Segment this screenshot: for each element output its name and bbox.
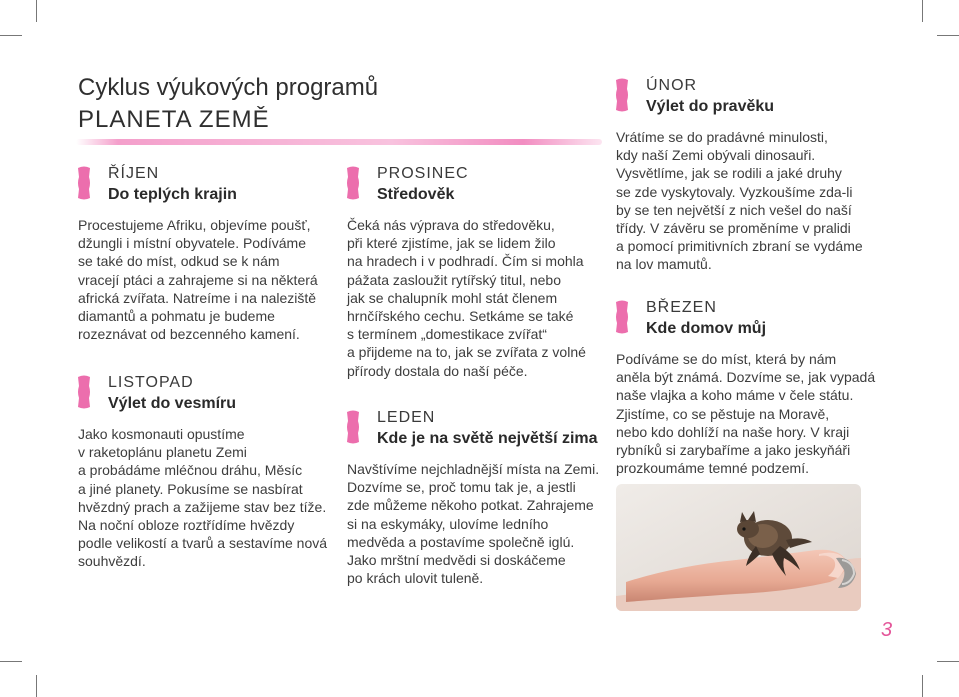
pink-brush-mark-icon [345, 165, 361, 201]
title-line-1: Cyklus výukových programů [78, 74, 379, 101]
section-text: Vrátíme se do pradávné minulosti, kdy naší Zemi obývali dinosauři. Vysvětlíme, jak se rodili a jaké druhy se zde vyskytovaly. Vyzkoušíme zda-li by se ten největší z nich vešel do naší třídy. V závěru se proměníme v pralidi a pomocí primitivních zbraní se vydáme na lov mamutů. [616, 129, 863, 273]
section-month: BŘEZEN [646, 299, 717, 316]
section-name: Kde je na světě největší zima [377, 430, 598, 447]
pink-brush-mark-icon [614, 77, 630, 113]
section-text: Navštívíme nejchladnější místa na Zemi. Dozvíme se, proč tomu tak je, a jestli zde můžeme někoho potkat. Zahrajeme si na eskymáky, ulovíme ledního medvěda a postavíme společně iglú. Jako mrštní medvědi si doskáčeme po krách ulovit tuleně. [347, 461, 600, 587]
section-month: PROSINEC [377, 165, 469, 182]
section-month: LEDEN [377, 409, 436, 426]
section-prosinec [347, 163, 597, 380]
pink-brush-mark-icon [76, 374, 92, 410]
page-title [78, 72, 378, 136]
crop-mark [937, 661, 959, 662]
section-leden [347, 407, 607, 587]
section-listopad [78, 372, 328, 571]
crop-mark [36, 0, 37, 22]
section-month: LISTOPAD [108, 374, 194, 391]
section-name: Výlet do vesmíru [108, 395, 237, 412]
section-month: ŘÍJEN [108, 165, 160, 182]
section-text: Čeká nás výprava do středověku, při které zjistíme, jak se lidem žilo na hradech i v podhradí. Čím si mohla pážata zasloužit rytířský titul, nebo jak se chalupník mohl stát členem hrnčířského cechu. Setkáme se také s termínem „domestikace zvířat“ a přijdeme na to, jak se zvířata z volné přírody dostala do naší péče. [347, 217, 586, 379]
section-brezen [616, 297, 876, 477]
section-name: Do teplých krajin [108, 186, 237, 203]
pink-brush-underline [76, 139, 602, 145]
crop-mark [0, 35, 22, 36]
pink-brush-mark-icon [345, 409, 361, 445]
section-name: Středověk [377, 186, 455, 203]
section-text: Jako kosmonauti opustíme v raketoplánu planetu Zemi a probádáme mléčnou dráhu, Měsíc a jiné planety. Pokusíme se nasbírat hvězdný prach a zažijeme stav bez tíže. Na noční obloze roztřídíme hvězdy podle velikostí a tvarů a sestavíme nová souhvězdí. [78, 426, 328, 570]
pink-brush-mark-icon [614, 299, 630, 335]
section-name: Kde domov můj [646, 320, 767, 337]
section-name: Výlet do pravěku [646, 98, 775, 115]
section-month: ÚNOR [646, 77, 698, 94]
section-text: Podíváme se do míst, která by nám aněla být známá. Dozvíme se, jak vypadá naše vlajka a koho máme v čele státu. Zjistíme, co se pěstuje na Moravě, nebo kdo dohlíží na naše hory. V kraji rybníků si zarybaříme a jako jeskyňáři prozkoumáme temné podzemí. [616, 351, 876, 477]
crop-mark [922, 675, 923, 697]
crop-mark [937, 35, 959, 36]
crop-mark [0, 661, 22, 662]
section-rijen [78, 163, 328, 343]
section-text: Procestujeme Afriku, objevíme poušť, džungli i místní obyvatele. Podíváme se také do míst, odkud se k nám vracejí ptáci a zahrajeme si na některá africká zvířata. Natreíme i na naleziště diamantů a pohmatu je budeme rozeznávat od bezcenného kamení. [78, 217, 318, 343]
title-line-2: PLANETA ZEMĚ [78, 106, 270, 133]
crop-mark [922, 0, 923, 22]
pink-brush-mark-icon [76, 165, 92, 201]
page-number: 3 [881, 619, 893, 641]
bat-on-finger-photo [616, 484, 861, 611]
section-unor [616, 75, 876, 274]
crop-mark [36, 675, 37, 697]
